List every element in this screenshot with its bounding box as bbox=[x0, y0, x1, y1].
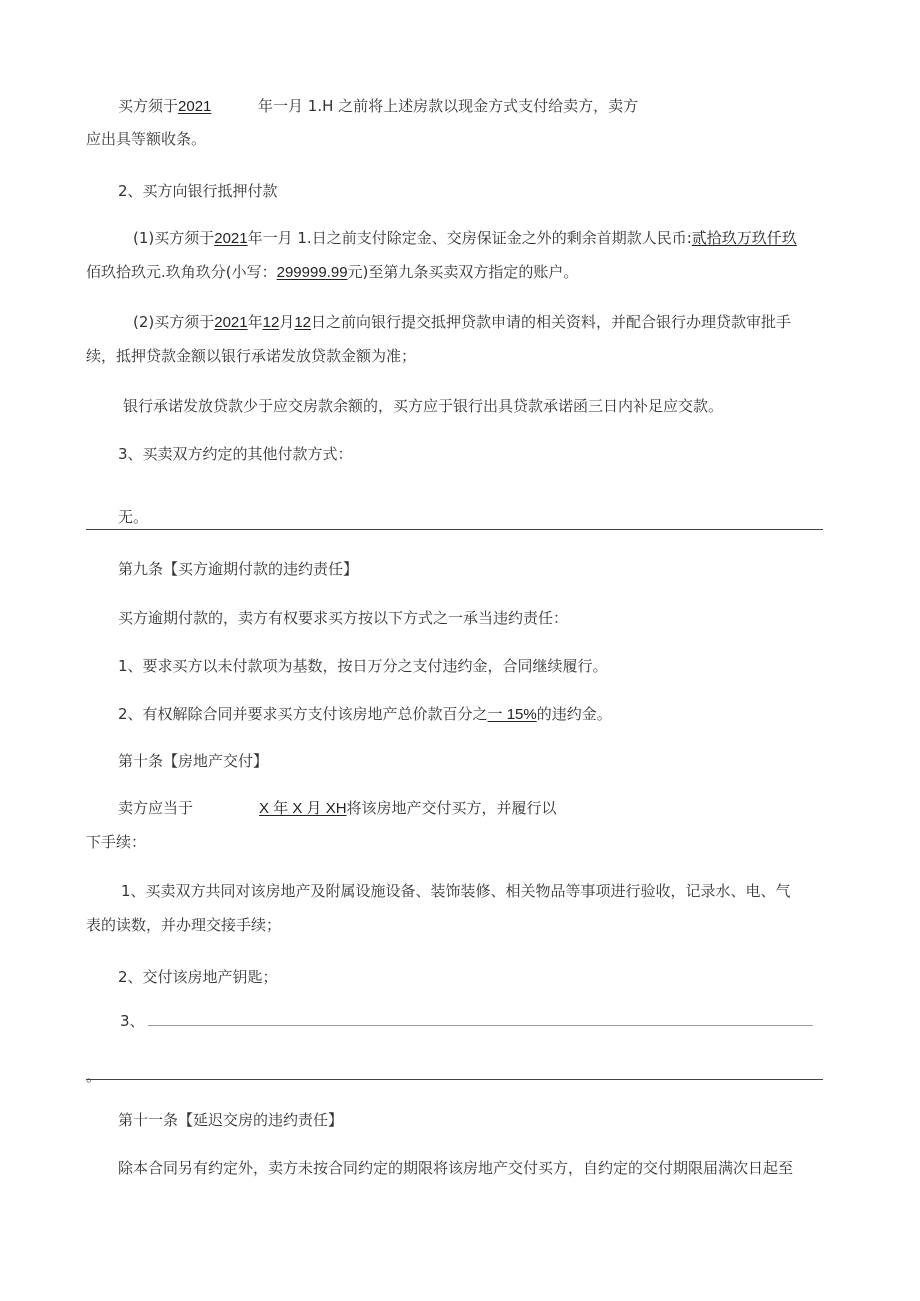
article-10-delivery-cont: 下手续： bbox=[86, 833, 147, 851]
filled-percent: 一 15% bbox=[487, 706, 537, 723]
filled-date: X 年 X 月 XH bbox=[259, 800, 347, 817]
item-bank-mortgage: 2、买方向银行抵押付款 bbox=[118, 182, 278, 200]
text: 年一月 1.H 之前将上述房款以现金方式支付给卖方，卖方 bbox=[258, 97, 639, 115]
text: 卖方应当于 bbox=[118, 799, 194, 817]
para-down-payment bbox=[133, 228, 797, 249]
filled-year: 2021 bbox=[214, 314, 248, 331]
filled-year: 2021 bbox=[178, 98, 212, 115]
filled-amount-cn: 贰拾玖万玖仟玖 bbox=[691, 229, 797, 247]
article-10-item-2: 2、交付该房地产钥匙； bbox=[118, 968, 278, 986]
text: 2、有权解除合同并要求买方支付该房地产总价款百分之 bbox=[118, 705, 488, 723]
article-9-item-1: 1、要求买方以未付款项为基数，按日万分之支付违约金，合同继续履行。 bbox=[118, 657, 608, 675]
text: 佰玖拾玖元.玖角玖分(小写： bbox=[86, 263, 277, 281]
text: 年 bbox=[247, 313, 263, 331]
divider bbox=[86, 1079, 823, 1080]
blank-fill-line bbox=[148, 1025, 813, 1026]
para-down-payment-cont bbox=[86, 262, 578, 283]
text: 的违约金。 bbox=[536, 705, 612, 723]
article-9-title: 第九条【买方逾期付款的违约责任】 bbox=[118, 560, 359, 578]
filled-amount-num: 299999.99 bbox=[276, 264, 348, 281]
article-9-item-2 bbox=[118, 704, 612, 725]
filled-month: 12 bbox=[262, 314, 280, 331]
article-11-text: 除本合同另有约定外，卖方未按合同约定的期限将该房地产交付买方，自约定的交付期限届满次日起至 bbox=[118, 1159, 794, 1177]
filled-year: 2021 bbox=[214, 230, 248, 247]
article-10-item-1: 1、买卖双方共同对该房地产及附属设施设备、装饰装修、相关物品等事项进行验收，记录水、电、气 bbox=[121, 882, 791, 900]
para-loan-application-cont: 续，抵押贷款金额以银行承诺发放贷款金额为准； bbox=[86, 347, 417, 365]
other-payment-value: 无。 bbox=[118, 508, 149, 526]
article-10-item-1-cont: 表的读数，并办理交接手续； bbox=[86, 916, 282, 934]
article-10-end: 。 bbox=[86, 1067, 102, 1085]
article-10-item-3: 3、 bbox=[120, 1012, 145, 1030]
text: 将该房地产交付买方，并履行以 bbox=[346, 799, 557, 817]
filled-day: 12 bbox=[294, 314, 312, 331]
divider bbox=[86, 529, 823, 530]
article-10-title: 第十条【房地产交付】 bbox=[118, 752, 269, 770]
para-cash-payment-cont: 应出具等额收条。 bbox=[86, 130, 207, 148]
text: 日之前向银行提交抵押贷款申请的相关资料，并配合银行办理贷款审批手 bbox=[311, 313, 792, 331]
text: 买方须于 bbox=[118, 97, 179, 115]
text: (1)买方须于 bbox=[133, 229, 215, 247]
para-loan-application bbox=[133, 312, 791, 333]
article-9-intro: 买方逾期付款的，卖方有权要求买方按以下方式之一承当违约责任： bbox=[118, 609, 569, 627]
para-cash-payment bbox=[118, 96, 638, 117]
article-10-delivery bbox=[118, 798, 557, 819]
article-11-title: 第十一条【延迟交房的违约责任】 bbox=[118, 1111, 344, 1129]
text: 元)至第九条买卖双方指定的账户。 bbox=[347, 263, 579, 281]
text: 年一月 1.日之前支付除定金、交房保证金之外的剩余首期款人民币: bbox=[247, 229, 692, 247]
text: 月 bbox=[279, 313, 295, 331]
item-other-payment: 3、买卖双方约定的其他付款方式： bbox=[118, 445, 353, 463]
text: (2)买方须于 bbox=[133, 313, 215, 331]
para-loan-shortfall: 银行承诺发放贷款少于应交房款余额的，买方应于银行出具贷款承诺函三日内补足应交款。 bbox=[123, 397, 724, 415]
